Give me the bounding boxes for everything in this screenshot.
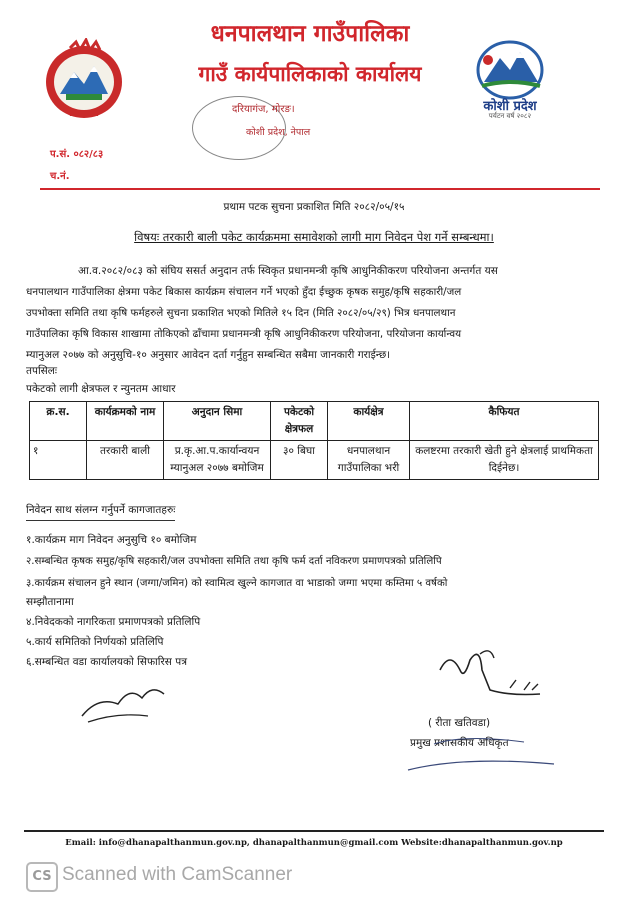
officer-signature bbox=[420, 640, 570, 710]
table-cell: धनपालथान गाउँपालिका भरी bbox=[328, 441, 410, 480]
list-item: ५.कार्य समितिको निर्णयको प्रतिलिपि bbox=[26, 636, 164, 648]
body-line-2: धनपालथान गाउँपालिका क्षेत्रमा पकेट बिकास कार्यक्रम संचालन गर्ने भएको हुँदा ईच्छुक कृषक समुह/कृषि सहकारी/जल bbox=[26, 286, 462, 298]
table-cell: तरकारी बाली bbox=[87, 441, 164, 480]
body-line-3: उपभोक्ता समिति तथा कृषि फर्महरुले सुचना प्रकाशित भएको मितिले १५ दिन (मिति २०८२/०५/२९) भित्र धनपालथान bbox=[26, 307, 456, 319]
list-item: २.सम्बन्धित कृषक समुह/कृषि सहकारी/जल उपभोक्ता समिति तथा कृषि फर्म दर्ता नविकरण प्रमाणपत्रको प्रतिलिपि bbox=[26, 556, 442, 567]
criteria-label: पकेटको लागी क्षेत्रफल र न्युनतम आधार bbox=[26, 383, 176, 395]
table-header: कार्यक्रमको नाम bbox=[87, 402, 164, 441]
camscanner-watermark: Scanned with CamScanner bbox=[62, 864, 293, 885]
table-header: कार्यक्षेत्र bbox=[328, 402, 410, 441]
list-item: ३.कार्यक्रम संचालन हुने स्थान (जग्गा/जमिन) को स्वामित्व खुल्ने कागजात वा भाडाको जग्गा भएमा कम्तिमा ५ वर्षको bbox=[26, 578, 448, 589]
pocket-criteria-table bbox=[29, 401, 599, 480]
details-label: तपसिलः bbox=[26, 365, 58, 377]
body-line-1: आ.व.२०८२/०८३ को संघिय ससर्त अनुदान तर्फ स्विकृत प्रधानमन्त्री कृषि आधुनिकीकरण परियोजना अन्तर्गत यस bbox=[78, 265, 498, 277]
table-cell: ३० बिघा bbox=[271, 441, 328, 480]
table-header: पकेटको क्षेत्रफल bbox=[271, 402, 328, 441]
documents-heading: निवेदन साथ संलग्न गर्नुपर्ने कागजातहरुः bbox=[26, 501, 175, 521]
table-row bbox=[30, 441, 599, 480]
camscanner-badge: CS bbox=[26, 862, 58, 892]
header-divider bbox=[40, 188, 600, 190]
dispatch-number: च.नं. bbox=[50, 171, 70, 182]
letterhead-title-line1: धनपालथान गाउँपालिका bbox=[210, 21, 410, 47]
table-header: क्र.स. bbox=[30, 402, 87, 441]
koshi-pradesh-logo bbox=[460, 38, 560, 122]
province-line: कोशी प्रदेश, नेपाल bbox=[246, 127, 311, 138]
table-cell: कलष्टरमा तरकारी खेती हुने क्षेत्रलाई प्राथमिकता दिईनेछ। bbox=[410, 441, 599, 480]
letterhead-title-line2: गाउँ कार्यपालिकाको कार्यालय bbox=[198, 62, 422, 86]
body-line-4: गाउँपालिका कृषि विकास शाखामा तोकिएको ढाँचामा प्रधानमन्त्री कृषि आधुनिकीकरण परियोजना, परियोजना कार्यान्वय bbox=[26, 328, 462, 340]
reference-number: प.सं. ०८२/८३ bbox=[50, 149, 104, 160]
footer-contact: Email: info@dhanapalthanmun.gov.np, dhanapalthanmun@gmail.com Website:dhanapalthanmun.gov.np bbox=[65, 838, 563, 848]
list-item: ४.निवेदकको नागरिकता प्रमाणपत्रको प्रतिलिपि bbox=[26, 616, 201, 628]
body-line-5: म्यानुअल २०७७ को अनुसुचि-१० अनुसार आवेदन दर्ता गर्नुहुन सम्बन्धित सबैमा जानकारी गराईन्छ। bbox=[26, 349, 391, 361]
published-date-line: प्रथाम पटक सुचना प्रकाशित मिति २०८२/०५/१५ bbox=[223, 201, 405, 213]
koshi-logo-text: कोशी प्रदेश bbox=[483, 99, 537, 114]
footer-divider bbox=[24, 830, 604, 832]
signature-stamp bbox=[404, 724, 574, 784]
koshi-logo-subtext: पर्यटन वर्ष २०८२ bbox=[488, 112, 532, 120]
handwritten-initial bbox=[78, 676, 168, 726]
table-header-row bbox=[30, 402, 599, 441]
signatory-designation: प्रमुख प्रशासकीय अधिकृत bbox=[410, 737, 509, 749]
signatory-name: ( रीता खतिवडा) bbox=[428, 717, 491, 729]
address-line: दरियागंज, मोरङ। bbox=[232, 104, 295, 115]
subject-line: विषयः तरकारी बाली पकेट कार्यक्रममा समावेशको लागी माग निवेदन पेश गर्ने सम्बन्धमा। bbox=[134, 230, 494, 244]
list-item: १.कार्यक्रम माग निवेदन अनुसुचि १० बमोजिम bbox=[26, 534, 197, 546]
table-header: अनुदान सिमा bbox=[164, 402, 271, 441]
table-header: कैफियत bbox=[410, 402, 599, 441]
table-cell: १ bbox=[30, 441, 87, 480]
list-item: सम्झौतानामा bbox=[26, 596, 74, 608]
table-cell: प्र.कृ.आ.प.कार्यान्वयन म्यानुअल २०७७ बमोजिम bbox=[164, 441, 271, 480]
list-item: ६.सम्बन्धित वडा कार्यालयको सिफारिस पत्र bbox=[26, 656, 187, 668]
